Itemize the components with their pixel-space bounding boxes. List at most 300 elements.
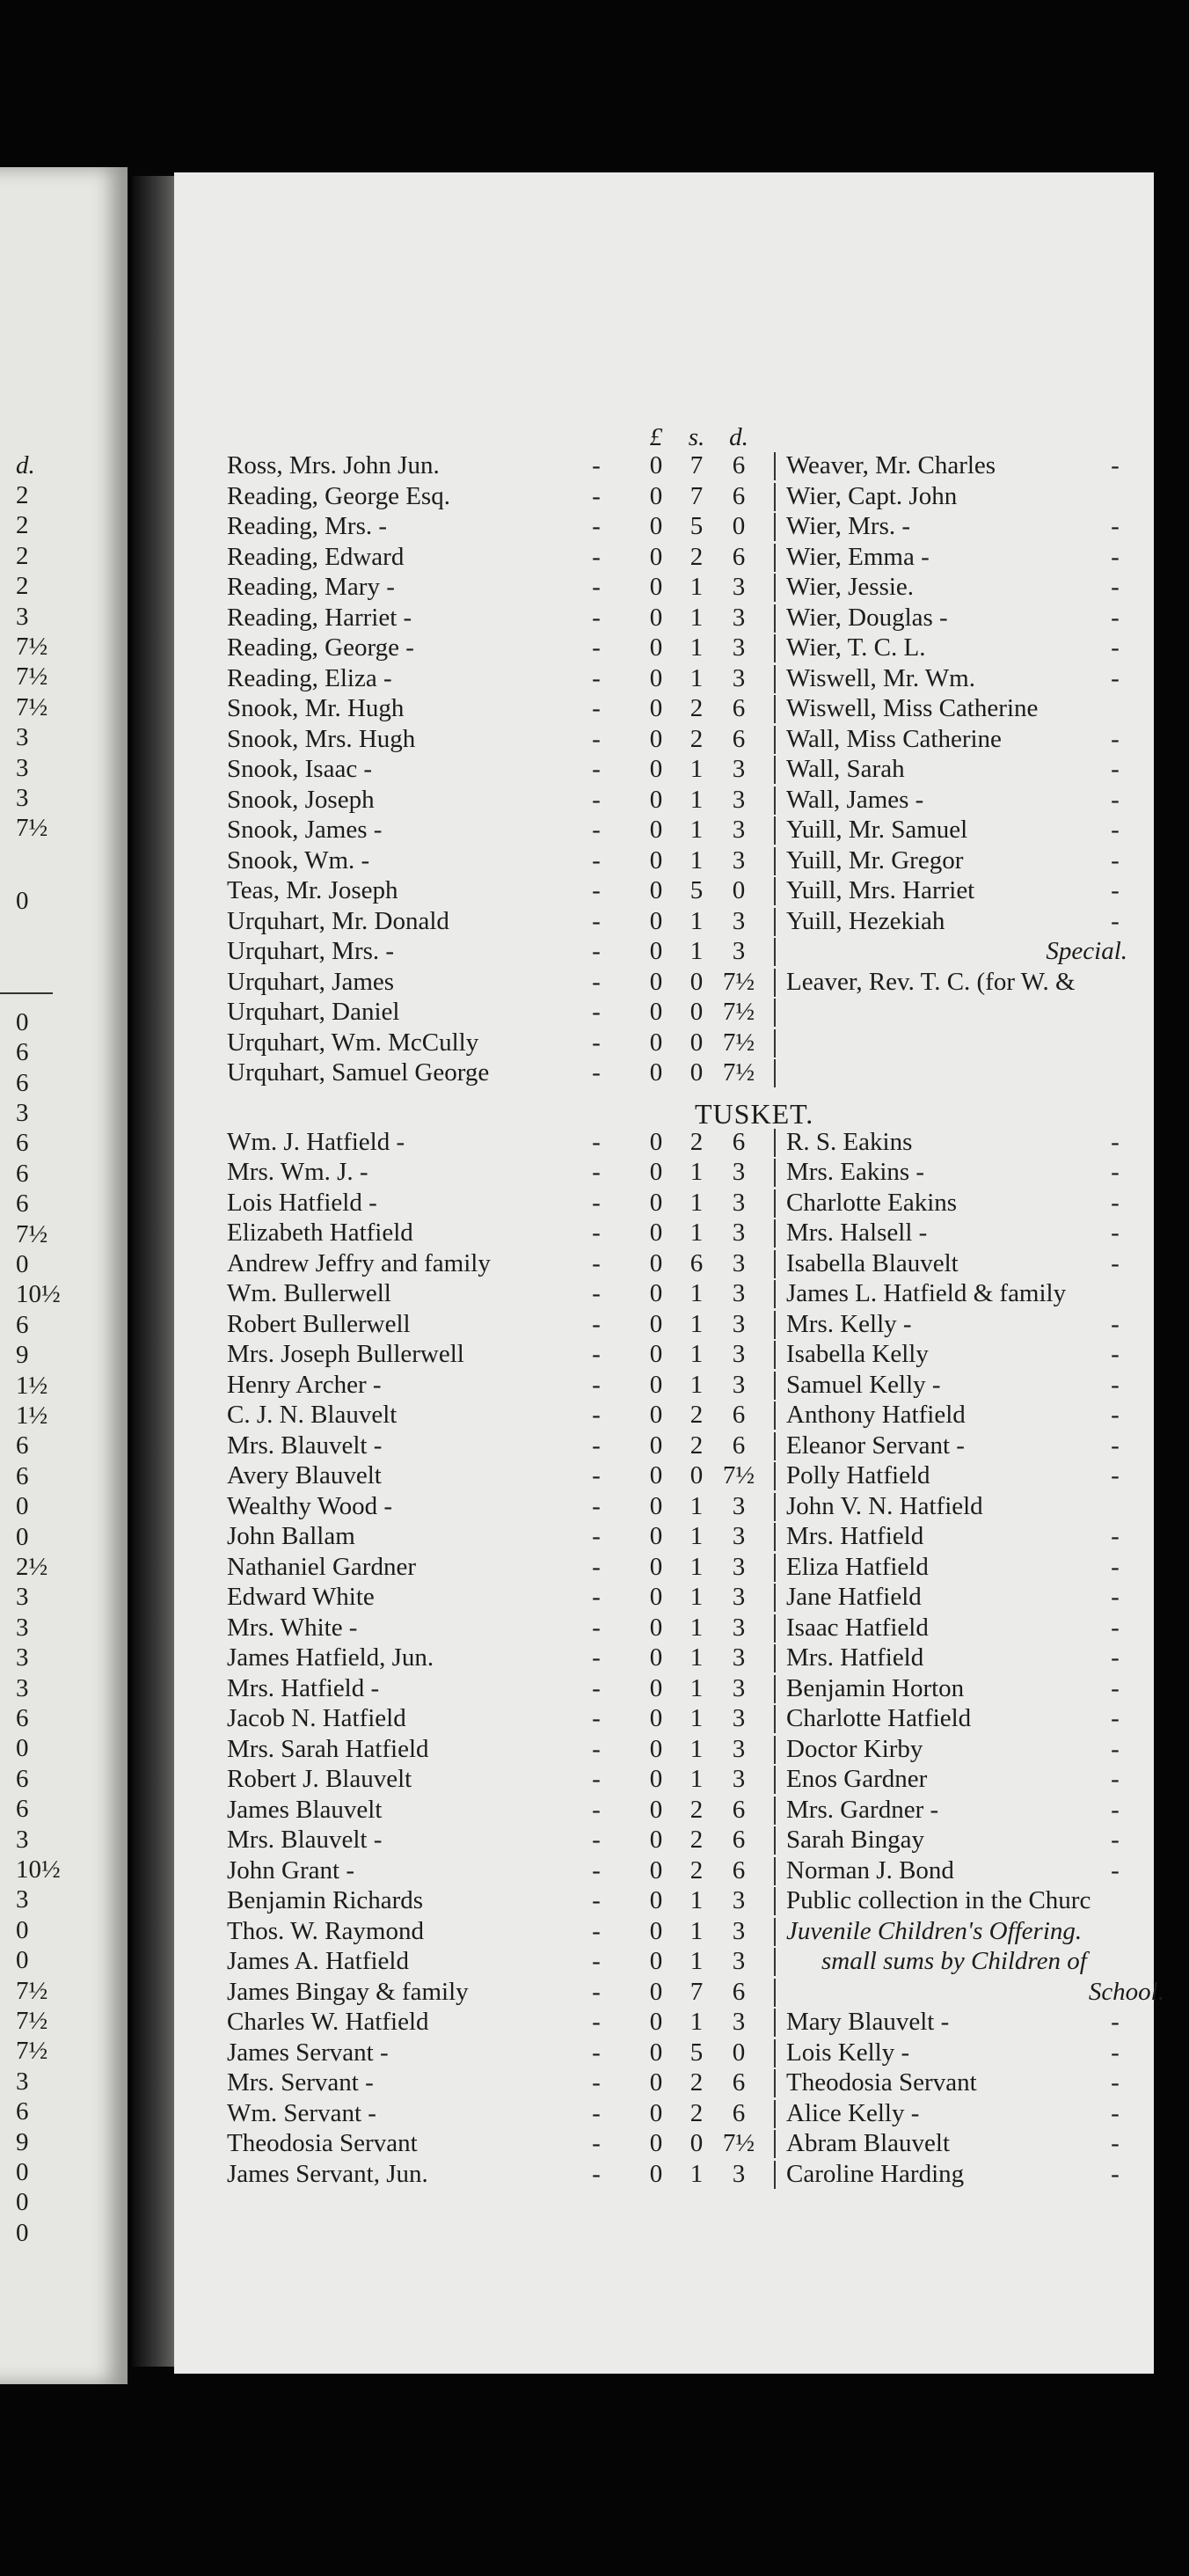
left-pence: 1½ xyxy=(16,1401,48,1430)
amount-shillings: 6 xyxy=(689,1248,704,1277)
amount-pounds: 0 xyxy=(649,967,663,996)
right-leader-dash: - xyxy=(1111,724,1120,753)
right-subscriber-name: Wier, Jessie. xyxy=(786,573,915,601)
right-subscriber-name: Samuel Kelly - xyxy=(786,1370,941,1399)
amount-pounds: 0 xyxy=(649,1431,663,1460)
amount-pence: 6 xyxy=(732,1826,746,1854)
left-row xyxy=(0,1189,62,1218)
subscriber-name: Snook, James - xyxy=(227,816,383,844)
right-subscriber-name: Wier, Mrs. - xyxy=(786,512,911,540)
leader-dash: - xyxy=(592,1431,601,1460)
left-pence: 0 xyxy=(16,1522,29,1551)
column-divider xyxy=(774,1493,776,1521)
amount-pounds: 0 xyxy=(649,1522,663,1550)
column-divider xyxy=(774,2161,776,2189)
amount-pounds: 0 xyxy=(649,512,663,540)
left-row xyxy=(0,541,62,571)
amount-pence: 6 xyxy=(732,1127,746,1156)
amount-pounds: 0 xyxy=(649,724,663,753)
left-header xyxy=(0,450,62,480)
left-row xyxy=(0,1703,62,1733)
subscription-row xyxy=(227,1491,1154,1521)
subscription-row xyxy=(227,1218,1154,1248)
left-row xyxy=(0,783,62,813)
column-divider xyxy=(774,877,776,905)
amount-pence: 3 xyxy=(732,1947,746,1975)
column-divider xyxy=(774,1887,776,1915)
right-subscriber-name: Lois Kelly - xyxy=(786,2038,910,2067)
left-pence: 3 xyxy=(16,753,29,782)
left-row xyxy=(0,1371,62,1401)
left-pence: 2 xyxy=(16,541,29,570)
amount-shillings: 1 xyxy=(689,2159,704,2188)
amount-pence: 3 xyxy=(732,1370,746,1399)
left-row xyxy=(0,722,62,752)
amount-pounds: 0 xyxy=(649,1370,663,1399)
left-row xyxy=(0,1068,62,1098)
leader-dash: - xyxy=(592,1127,601,1156)
amount-pounds: 0 xyxy=(649,1248,663,1277)
subscription-row xyxy=(227,906,1154,936)
column-divider xyxy=(774,1948,776,1976)
amount-pence: 3 xyxy=(732,1552,746,1581)
subscription-row xyxy=(227,511,1154,541)
leader-dash: - xyxy=(592,542,601,571)
amount-pence: 6 xyxy=(732,1795,746,1824)
column-divider xyxy=(774,483,776,511)
subscription-row xyxy=(227,1703,1154,1733)
subscriber-name: Henry Archer - xyxy=(227,1370,382,1399)
right-leader-dash: - xyxy=(1111,1461,1120,1489)
subscription-row xyxy=(227,1127,1154,1157)
amount-shillings: 0 xyxy=(689,967,704,996)
column-divider xyxy=(774,2039,776,2067)
column-divider xyxy=(774,1736,776,1764)
left-row xyxy=(0,2157,62,2187)
leader-dash: - xyxy=(592,481,601,510)
subscription-row xyxy=(227,1825,1154,1855)
subscriber-name: Lois Hatfield - xyxy=(227,1188,377,1217)
subscription-row xyxy=(227,1431,1154,1460)
left-pence: 3 xyxy=(16,1885,29,1914)
leader-dash: - xyxy=(592,1583,601,1611)
column-divider xyxy=(774,1372,776,1400)
amount-pounds: 0 xyxy=(649,633,663,662)
amount-shillings: 2 xyxy=(689,1795,704,1824)
right-subscriber-name: Anthony Hatfield xyxy=(786,1401,966,1429)
amount-pence: 6 xyxy=(732,724,746,753)
amount-shillings: 1 xyxy=(689,816,704,844)
column-divider xyxy=(774,2130,776,2158)
amount-pounds: 0 xyxy=(649,663,663,692)
left-row xyxy=(0,1976,62,2006)
right-subscriber-name: R. S. Eakins xyxy=(786,1127,913,1156)
amount-shillings: 1 xyxy=(689,906,704,935)
left-row xyxy=(0,1673,62,1703)
subscriber-name: Reading, Edward xyxy=(227,542,405,571)
amount-pounds: 0 xyxy=(649,694,663,722)
subscription-row xyxy=(227,1309,1154,1339)
column-divider xyxy=(774,1554,776,1582)
subscription-row xyxy=(227,1521,1154,1551)
amount-pounds: 0 xyxy=(649,1028,663,1057)
left-pence: 3 xyxy=(16,2067,29,2096)
column-divider xyxy=(774,908,776,936)
leader-dash: - xyxy=(592,1401,601,1429)
subscription-row xyxy=(227,1885,1154,1915)
right-leader-dash: - xyxy=(1111,1188,1120,1217)
left-row xyxy=(0,2218,62,2248)
amount-shillings: 1 xyxy=(689,785,704,814)
left-row xyxy=(0,1249,62,1279)
amount-pence: 3 xyxy=(732,603,746,632)
amount-pounds: 0 xyxy=(649,1795,663,1824)
right-leader-dash: - xyxy=(1111,451,1120,479)
right-leader-dash: - xyxy=(1111,2008,1120,2036)
right-subscriber-name: Wiswell, Miss Catherine xyxy=(786,694,1039,722)
subscription-row xyxy=(227,845,1154,875)
left-row xyxy=(0,1461,62,1491)
left-pence: 9 xyxy=(16,2127,29,2156)
column-header xyxy=(227,422,1154,452)
left-pence: 2 xyxy=(16,511,29,540)
left-row xyxy=(0,1431,62,1460)
left-row xyxy=(0,1884,62,1914)
amount-shillings: 1 xyxy=(689,1704,704,1732)
subscription-row xyxy=(227,815,1154,845)
left-pence: 3 xyxy=(16,723,29,752)
shillings-header: s. xyxy=(688,423,705,451)
leader-dash: - xyxy=(592,1279,601,1307)
left-row xyxy=(0,1491,62,1521)
left-row xyxy=(0,1310,62,1340)
amount-shillings: 1 xyxy=(689,1734,704,1763)
leader-dash: - xyxy=(592,1855,601,1884)
subscription-row xyxy=(227,663,1154,693)
right-leader-dash: - xyxy=(1111,1127,1120,1156)
column-divider xyxy=(774,1857,776,1885)
column-divider xyxy=(774,1797,776,1825)
amount-pence: 0 xyxy=(732,876,746,904)
amount-shillings: 1 xyxy=(689,603,704,632)
left-row xyxy=(0,1159,62,1189)
amount-pounds: 0 xyxy=(649,876,663,904)
subscriber-name: John Grant - xyxy=(227,1855,354,1884)
subscription-row xyxy=(227,936,1154,966)
subscription-row xyxy=(227,785,1154,815)
leader-dash: - xyxy=(592,1552,601,1581)
right-subscriber-name: Abram Blauvelt xyxy=(786,2129,951,2157)
right-subscriber-name: Caroline Harding xyxy=(786,2159,965,2188)
right-leader-dash: - xyxy=(1111,542,1120,571)
left-row xyxy=(0,1613,62,1643)
amount-pence: 3 xyxy=(732,816,746,844)
leader-dash: - xyxy=(592,1461,601,1489)
left-pence: 3 xyxy=(16,1583,29,1612)
amount-pence: 6 xyxy=(732,1855,746,1884)
subscription-row xyxy=(227,693,1154,723)
left-row xyxy=(0,692,62,722)
amount-pounds: 0 xyxy=(649,1673,663,1702)
column-divider xyxy=(774,1675,776,1703)
tusket-heading: TUSKET. xyxy=(695,1098,814,1130)
right-subscriber-name: Alice Kelly - xyxy=(786,2098,920,2127)
subscriber-name: Teas, Mr. Joseph xyxy=(227,876,398,904)
amount-shillings: 1 xyxy=(689,1765,704,1793)
special-label: Special. xyxy=(1046,937,1127,965)
right-leader-dash: - xyxy=(1111,1734,1120,1763)
subscriber-name: Mrs. Joseph Bullerwell xyxy=(227,1340,464,1368)
left-pence: 0 xyxy=(16,2218,29,2247)
right-leader-dash: - xyxy=(1111,1370,1120,1399)
subscriber-name: Snook, Mr. Hugh xyxy=(227,694,405,722)
right-subscriber-name: small sums by Children of xyxy=(821,1947,1087,1975)
left-pence: 3 xyxy=(16,1643,29,1672)
amount-shillings: 2 xyxy=(689,1855,704,1884)
leader-dash: - xyxy=(592,1058,601,1087)
leader-dash: - xyxy=(592,967,601,996)
subscriber-name: James Servant, Jun. xyxy=(227,2159,428,2188)
leader-dash: - xyxy=(592,1643,601,1672)
left-row xyxy=(0,510,62,540)
amount-shillings: 1 xyxy=(689,2008,704,2036)
subscriber-name: Reading, George Esq. xyxy=(227,481,450,510)
right-subscriber-name: Wall, Miss Catherine xyxy=(786,724,1002,753)
right-subscriber-name: James L. Hatfield & family xyxy=(786,1279,1067,1307)
subscription-row xyxy=(227,1764,1154,1794)
left-row xyxy=(0,480,62,510)
amount-shillings: 1 xyxy=(689,937,704,965)
left-row xyxy=(0,2036,62,2066)
left-row xyxy=(0,2067,62,2097)
subscription-row xyxy=(227,1370,1154,1400)
left-row xyxy=(0,844,62,874)
left-sum-rule xyxy=(0,992,53,994)
left-pence: 0 xyxy=(16,2158,29,2186)
right-subscriber-name: Leaver, Rev. T. C. (for W. & xyxy=(786,967,1076,996)
leader-dash: - xyxy=(592,694,601,722)
subscription-row xyxy=(227,603,1154,633)
amount-pounds: 0 xyxy=(649,937,663,965)
leader-dash: - xyxy=(592,2038,601,2067)
right-subscriber-name: Polly Hatfield xyxy=(786,1461,930,1489)
right-leader-dash: - xyxy=(1111,1704,1120,1732)
left-row xyxy=(0,1279,62,1309)
amount-shillings: 1 xyxy=(689,755,704,783)
amount-pence: 3 xyxy=(732,1613,746,1642)
amount-pounds: 0 xyxy=(649,573,663,601)
left-row xyxy=(0,1794,62,1824)
right-leader-dash: - xyxy=(1111,816,1120,844)
right-subscriber-name: Charlotte Eakins xyxy=(786,1188,958,1217)
left-pence: 6 xyxy=(16,1129,29,1158)
leader-dash: - xyxy=(592,1248,601,1277)
amount-pence: 3 xyxy=(732,1673,746,1702)
amount-pence: 3 xyxy=(732,1279,746,1307)
amount-shillings: 0 xyxy=(689,1461,704,1489)
amount-shillings: 5 xyxy=(689,876,704,904)
subscriber-name: Snook, Joseph xyxy=(227,785,375,814)
leader-dash: - xyxy=(592,816,601,844)
left-pence: 3 xyxy=(16,1613,29,1642)
left-row xyxy=(0,1825,62,1855)
leader-dash: - xyxy=(592,2008,601,2036)
amount-shillings: 1 xyxy=(689,1613,704,1642)
subscriber-name: Robert Bullerwell xyxy=(227,1309,411,1338)
column-divider xyxy=(774,1159,776,1187)
column-divider xyxy=(774,938,776,966)
left-pence: 6 xyxy=(16,1795,29,1824)
leader-dash: - xyxy=(592,573,601,601)
leader-dash: - xyxy=(592,1370,601,1399)
column-divider xyxy=(774,574,776,602)
amount-pounds: 0 xyxy=(649,1491,663,1520)
amount-pence: 6 xyxy=(732,1401,746,1429)
right-subscriber-name: John V. N. Hatfield xyxy=(786,1491,983,1520)
right-leader-dash: - xyxy=(1111,2159,1120,2188)
amount-pence: 3 xyxy=(732,1522,746,1550)
column-divider xyxy=(774,1644,776,1672)
right-subscriber-name: Charlotte Hatfield xyxy=(786,1704,972,1732)
amount-pence: 3 xyxy=(732,1886,746,1914)
left-row xyxy=(0,2187,62,2217)
left-pence: 6 xyxy=(16,1038,29,1067)
column-divider xyxy=(774,2100,776,2128)
column-divider xyxy=(774,1311,776,1339)
leader-dash: - xyxy=(592,1826,601,1854)
subscription-row xyxy=(227,481,1154,511)
leader-dash: - xyxy=(592,937,601,965)
subscriber-name: Theodosia Servant xyxy=(227,2129,418,2157)
left-row xyxy=(0,1945,62,1975)
leader-dash: - xyxy=(592,2159,601,2188)
subscriber-name: James Servant - xyxy=(227,2038,389,2067)
leader-dash: - xyxy=(592,663,601,692)
leader-dash: - xyxy=(592,1916,601,1945)
left-pence: 6 xyxy=(16,1431,29,1460)
subscriber-name: Urquhart, Daniel xyxy=(227,998,400,1026)
left-pence: 0 xyxy=(16,1007,29,1036)
subscription-row xyxy=(227,1248,1154,1278)
amount-shillings: 2 xyxy=(689,1826,704,1854)
subscription-row xyxy=(227,1673,1154,1703)
right-subscriber-name: Wier, Douglas - xyxy=(786,603,948,632)
amount-pence: 3 xyxy=(732,663,746,692)
right-leader-dash: - xyxy=(1111,906,1120,935)
leader-dash: - xyxy=(592,845,601,875)
amount-pence: 3 xyxy=(732,2008,746,2036)
subscription-row xyxy=(227,1028,1154,1057)
subscriber-name: James Hatfield, Jun. xyxy=(227,1643,434,1672)
subscription-row xyxy=(227,542,1154,572)
right-leader-dash: - xyxy=(1111,2068,1120,2097)
amount-pence: 3 xyxy=(732,1158,746,1186)
subscriber-name: Jacob N. Hatfield xyxy=(227,1704,406,1732)
amount-pounds: 0 xyxy=(649,1401,663,1429)
left-pence: 7½ xyxy=(16,814,48,843)
amount-pounds: 0 xyxy=(649,1886,663,1914)
left-row xyxy=(0,753,62,783)
column-divider xyxy=(774,1614,776,1643)
subscriber-name: Benjamin Richards xyxy=(227,1886,424,1914)
subscriber-name: Thos. W. Raymond xyxy=(227,1916,424,1945)
right-leader-dash: - xyxy=(1111,573,1120,601)
subscriber-name: Mrs. Wm. J. - xyxy=(227,1158,368,1186)
left-pence: 2½ xyxy=(16,1553,48,1581)
right-subscriber-name: Yuill, Mrs. Harriet xyxy=(786,876,975,904)
amount-shillings: 5 xyxy=(689,2038,704,2067)
amount-pounds: 0 xyxy=(649,451,663,479)
amount-pounds: 0 xyxy=(649,1461,663,1489)
subscriber-name: Mrs. Servant - xyxy=(227,2068,374,2097)
amount-pounds: 0 xyxy=(649,1188,663,1217)
amount-pounds: 0 xyxy=(649,1583,663,1611)
leader-dash: - xyxy=(592,512,601,540)
amount-shillings: 2 xyxy=(689,542,704,571)
column-divider xyxy=(774,1432,776,1460)
column-divider xyxy=(774,1918,776,1946)
leader-dash: - xyxy=(592,1522,601,1550)
amount-pounds: 0 xyxy=(649,1613,663,1642)
amount-pounds: 0 xyxy=(649,1279,663,1307)
amount-pence: 0 xyxy=(732,2038,746,2067)
amount-pounds: 0 xyxy=(649,906,663,935)
pence-header: d. xyxy=(729,423,748,451)
amount-shillings: 1 xyxy=(689,573,704,601)
amount-pounds: 0 xyxy=(649,755,663,783)
amount-shillings: 1 xyxy=(689,1218,704,1247)
amount-shillings: 2 xyxy=(689,1401,704,1429)
amount-pounds: 0 xyxy=(649,1158,663,1186)
subscription-row xyxy=(227,2128,1154,2158)
amount-shillings: 1 xyxy=(689,845,704,875)
subscriber-name: Ross, Mrs. John Jun. xyxy=(227,451,440,479)
subscriber-name: Andrew Jeffry and family xyxy=(227,1248,491,1277)
amount-pounds: 0 xyxy=(649,998,663,1026)
amount-shillings: 1 xyxy=(689,663,704,692)
column-divider xyxy=(774,1189,776,1218)
right-subscriber-name: Eliza Hatfield xyxy=(786,1552,929,1581)
right-leader-dash: - xyxy=(1111,2098,1120,2127)
leader-dash: - xyxy=(592,998,601,1026)
amount-pence: 3 xyxy=(732,1309,746,1338)
column-divider xyxy=(774,999,776,1027)
amount-shillings: 5 xyxy=(689,512,704,540)
subscriber-name: Urquhart, Wm. McCully xyxy=(227,1028,479,1057)
subscription-row xyxy=(227,1977,1164,2007)
left-pence: 6 xyxy=(16,1159,29,1188)
amount-pence: 6 xyxy=(732,2068,746,2097)
amount-pence: 3 xyxy=(732,1765,746,1793)
left-pence: 10½ xyxy=(16,1280,61,1309)
amount-pounds: 0 xyxy=(649,603,663,632)
left-row xyxy=(0,632,62,662)
amount-pence: 3 xyxy=(732,785,746,814)
subscriber-name: Wm. Bullerwell xyxy=(227,1279,391,1307)
right-subscriber-name: Doctor Kirby xyxy=(786,1734,923,1763)
column-divider xyxy=(774,544,776,572)
subscription-row xyxy=(227,1057,1154,1087)
right-leader-dash: - xyxy=(1111,1309,1120,1338)
right-leader-dash: - xyxy=(1111,1552,1120,1581)
right-leader-dash: - xyxy=(1111,1431,1120,1460)
subscriber-name: C. J. N. Blauvelt xyxy=(227,1401,398,1429)
amount-pence: 3 xyxy=(732,845,746,875)
left-pence: 7½ xyxy=(16,662,48,692)
amount-pounds: 0 xyxy=(649,1127,663,1156)
leader-dash: - xyxy=(592,1028,601,1057)
column-divider xyxy=(774,1766,776,1794)
